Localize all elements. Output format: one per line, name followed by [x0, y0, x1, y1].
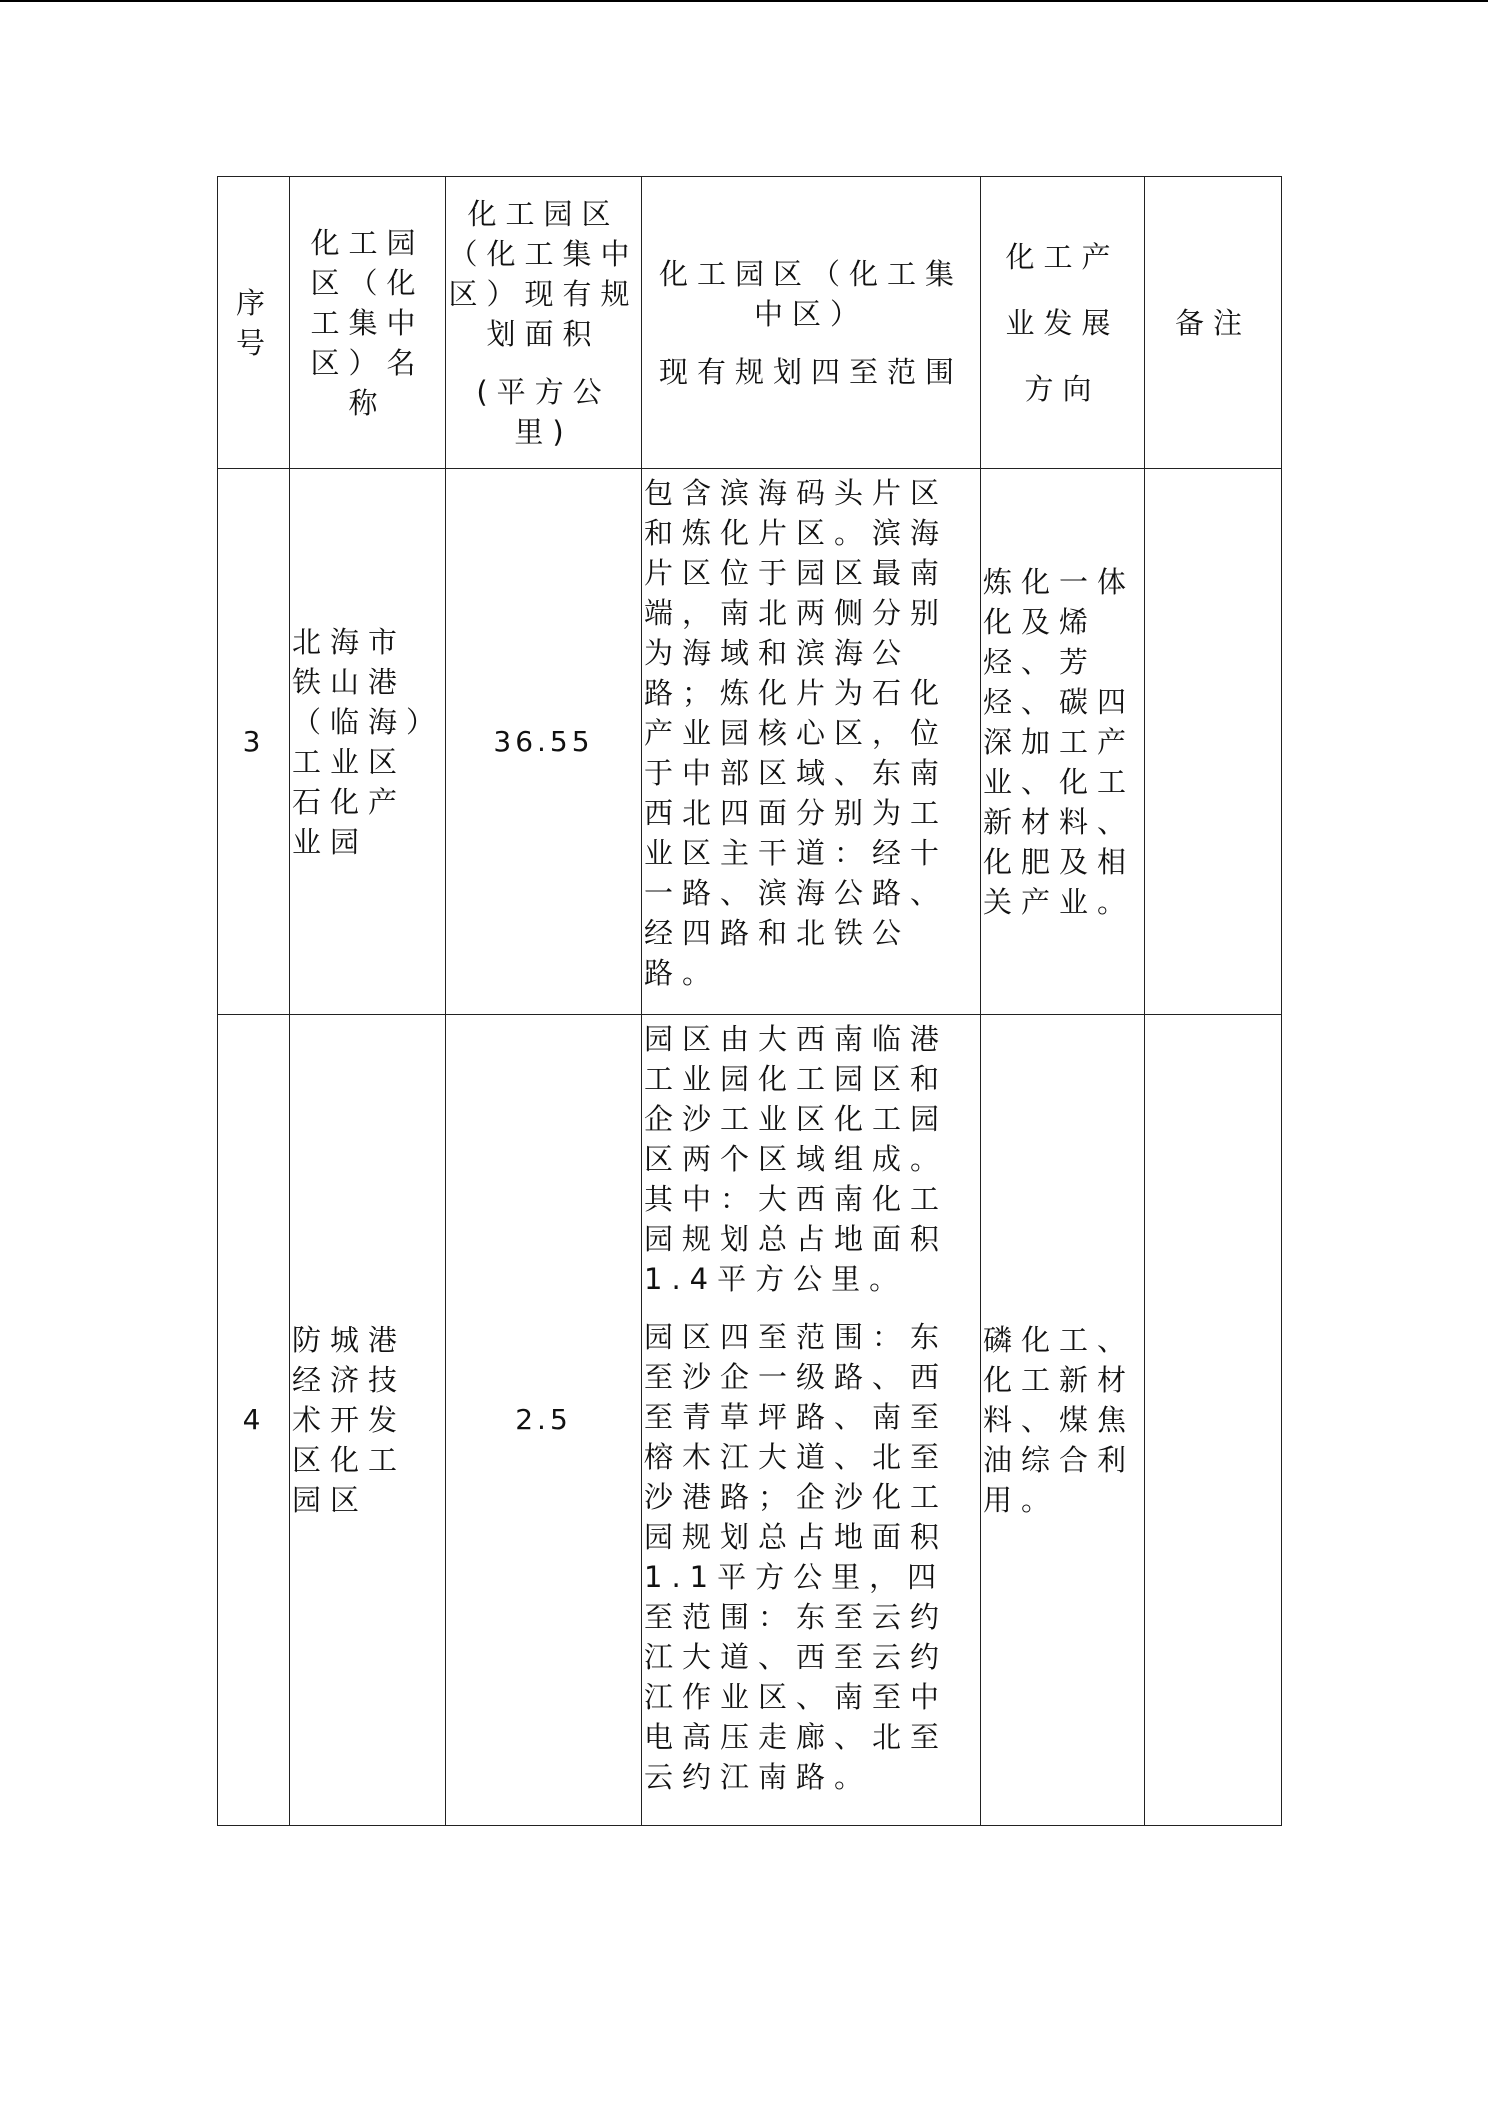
top-border-line	[0, 0, 1488, 2]
header-index: 序号	[218, 177, 290, 469]
row-area: 2.5	[446, 1015, 642, 1826]
table-header-row	[218, 177, 1282, 469]
row-direction: 磷化工、化工新材料、煤焦油综合利用。	[981, 1015, 1145, 1826]
header-area-unit: (平方公里)	[476, 374, 611, 449]
row-park-name: 防城港经济技术开发区化工园区	[290, 1015, 446, 1826]
scope-paragraph: 园区由大西南临港工业园化工园区和企沙工业区化工园区两个区域组成。其中：大西南化工园规划总占地面积1.4平方公里。	[644, 1022, 949, 1296]
header-scope-subtitle: 现有规划四至范围	[658, 354, 963, 389]
row-remark	[1145, 469, 1282, 1015]
row-index: 4	[218, 1015, 290, 1826]
header-name: 化工园区（化工集中区）名称	[290, 177, 446, 469]
row-remark	[1145, 1015, 1282, 1826]
header-scope	[642, 177, 981, 469]
row-scope	[642, 1015, 981, 1826]
row-scope	[642, 469, 981, 1015]
header-area-title: 化工园区（化工集中区）现有规划面积	[448, 196, 639, 351]
scope-paragraph: 园区四至范围：东至沙企一级路、西至青草坪路、南至榕木江大道、北至沙港路；企沙化工园规划总占地面积1.1平方公里，四至范围：东至云约江大道、西至云约江作业区、南至中电高压走廊、北至云约江南路。	[644, 1320, 949, 1794]
table-row	[218, 1015, 1282, 1826]
header-area	[446, 177, 642, 469]
header-remark: 备注	[1145, 177, 1282, 469]
table-row	[218, 469, 1282, 1015]
row-direction: 炼化一体化及烯烃、芳烃、碳四深加工产业、化工新材料、化肥及相关产业。	[981, 469, 1145, 1015]
row-index: 3	[218, 469, 290, 1015]
scope-paragraph: 包含滨海码头片区和炼化片区。滨海片区位于园区最南端，南北两侧分别为海域和滨海公路；炼化片为石化产业园核心区，位于中部区域、东南西北四面分别为工业区主干道：经十一路、滨海公路、经四路和北铁公路。	[644, 476, 949, 990]
chemical-park-table	[217, 176, 1282, 1826]
row-area: 36.55	[446, 469, 642, 1015]
header-scope-title: 化工园区（化工集中区）	[658, 256, 963, 331]
row-park-name: 北海市铁山港（临海）工业区石化产业园	[290, 469, 446, 1015]
header-direction: 化工产业发展方向	[981, 177, 1145, 469]
